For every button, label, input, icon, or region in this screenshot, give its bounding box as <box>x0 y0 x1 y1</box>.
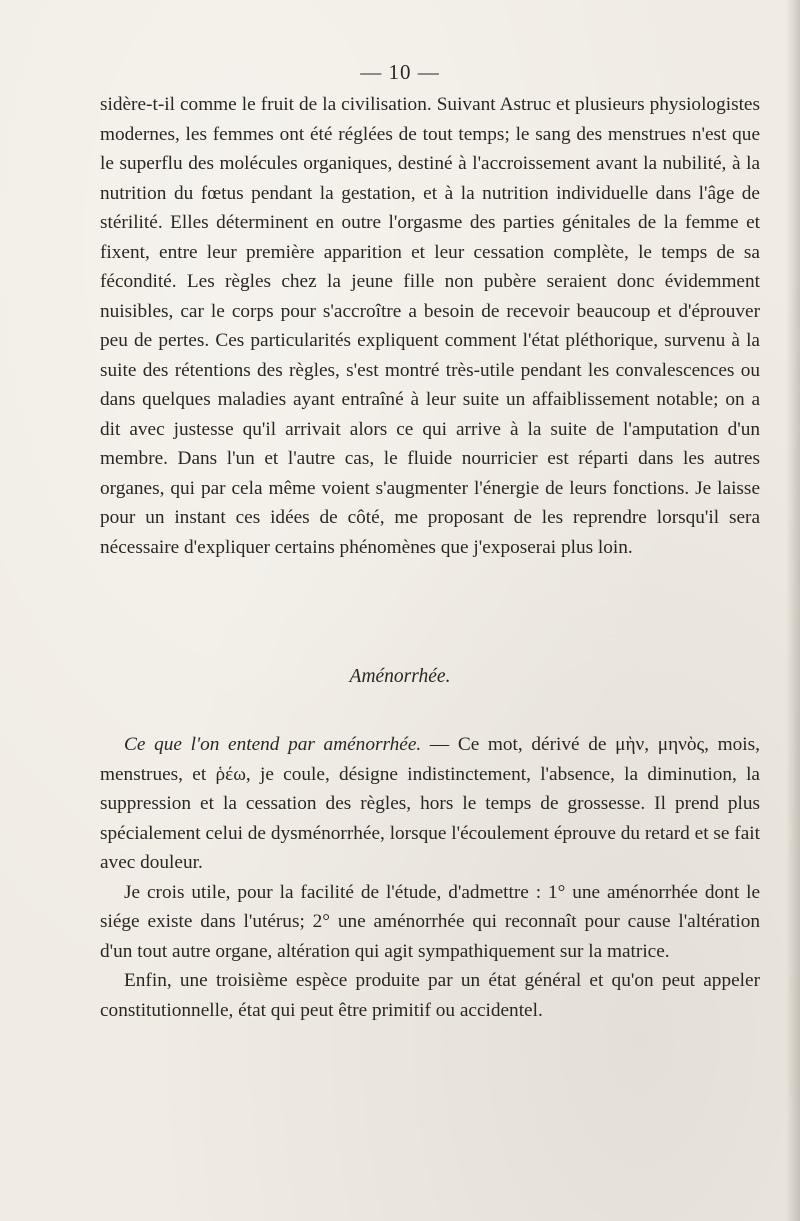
paragraph-classification: Je crois utile, pour la facilité de l'étude, d'admettre : 1° une aménorrhée dont le siége existe dans l'utérus; 2° une aménorrhée qui reconnaît pour cause l'altération d'un tout autre organe, altération qui agit sympathiquement sur la matrice. <box>100 881 760 962</box>
body-text-bottom <box>100 730 760 1025</box>
paragraph-third-species: Enfin, une troisième espèce produite par un état général et qu'on peut appeler constitutionnelle, état qui peut être primitif ou accidentel. <box>100 970 760 1021</box>
paragraph-definition <box>100 730 760 878</box>
section-heading: Aménorrhée. <box>349 666 451 687</box>
page-edge-shadow <box>786 0 800 1221</box>
definition-lead: Ce que l'on entend par aménorrhée. <box>124 734 422 755</box>
paragraph-continuation: sidère-t-il comme le fruit de la civilisation. Suivant Astruc et plusieurs physiologistes modernes, les femmes ont été réglées de tout temps; le sang des menstrues n'est que le superflu des molécules organiques, destiné à l'accroissement avant la nubilité, à la nutrition du fœtus pendant la gestation, et à la nutrition individuelle dans l'âge de stérilité. Elles déterminent en outre l'orgasme des parties génitales de la femme et fixent, entre leur première apparition et leur cessation complète, le temps de sa fécondité. Les règles chez la jeune fille non pubère seraient donc évidemment nuisibles, car le corps pour s'accroître a besoin de recevoir beaucoup et d'éprouver peu de pertes. Ces particularités expliquent comment l'état pléthorique, survenu à la suite des rétentions des règles, s'est montré très-utile pendant les convalescences ou dans quelques maladies ayant entraîné à leur suite un affaiblissement notable; on a dit avec justesse qu'il arrivait alors ce qui arrive à la suite de l'amputation d'un membre. Dans l'un et l'autre cas, le fluide nourricier est réparti dans les autres organes, qui par cela même voient s'augmenter l'énergie de leurs fonctions. Je laisse pour un instant ces idées de côté, me proposant de les reprendre lorsqu'il sera nécessaire d'expliquer certains phénomènes que j'exposerai plus loin. <box>100 94 760 558</box>
definition-text: — Ce mot, dérivé de μὴν, μηνὸς, mois, menstrues, et ῥέω, je coule, désigne indistinctement, l'absence, la diminution, la suppression et la cessation des règles, hors le temps de grossesse. Il prend plus spécialement celui de dysménorrhée, lorsque l'écoulement éprouve du retard et se fait avec douleur. <box>100 734 760 873</box>
page-number: — 10 — <box>360 60 440 84</box>
body-text-top <box>100 90 760 562</box>
